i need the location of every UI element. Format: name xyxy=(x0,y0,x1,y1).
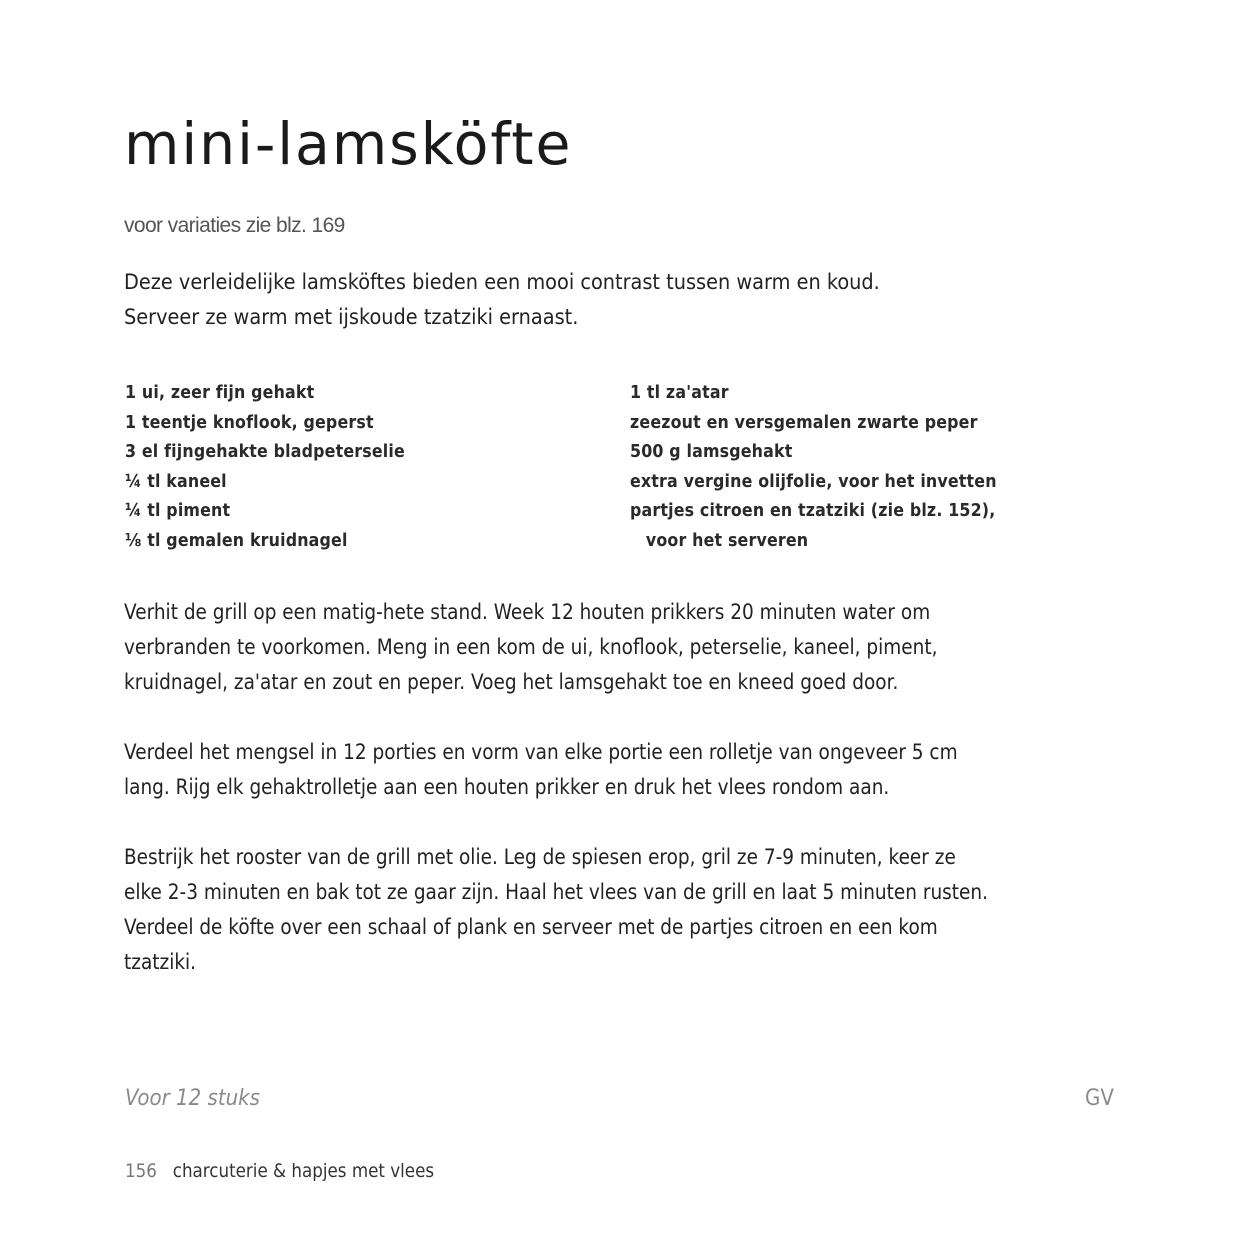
ingredients-list-left xyxy=(125,378,405,555)
section-title: charcuterie & hapjes met vlees xyxy=(172,1160,435,1182)
ingredient-item: 3 el fijngehakte bladpeterselie xyxy=(125,441,405,462)
recipe-yield: Voor 12 stuks xyxy=(125,1086,260,1111)
method-step-3 xyxy=(124,840,1092,980)
ingredient-item: 1 tl za'atar xyxy=(630,382,729,403)
method-step-2 xyxy=(124,735,1092,805)
ingredient-item: 500 g lamsgehakt xyxy=(630,441,793,462)
ingredient-item: ⅛ tl gemalen kruidnagel xyxy=(125,529,348,551)
ingredient-item: 1 teentje knoflook, geperst xyxy=(125,411,374,433)
method-line: Bestrijk het rooster van de grill met olie. Leg de spiesen erop, gril ze 7-9 minuten, keer ze xyxy=(124,845,956,869)
ingredient-item: ¼ tl kaneel xyxy=(125,470,227,492)
ingredient-item: ¼ tl piment xyxy=(125,500,231,521)
method-line: tzatziki. xyxy=(124,950,197,974)
method-line: Verhit de grill op een matig-hete stand. Week 12 houten prikkers 20 minuten water om xyxy=(124,600,931,624)
method-line: lang. Rijg elk gehaktrolletje aan een houten prikker en druk het vlees rondom aan. xyxy=(124,775,890,799)
recipe-intro xyxy=(124,265,952,335)
variations-note: voor variaties zie blz. 169 xyxy=(124,214,345,237)
intro-line: Deze verleidelijke lamsköftes bieden een mooi contrast tussen warm en koud. xyxy=(124,270,880,294)
diet-badge: GV xyxy=(1085,1086,1114,1111)
method-line: verbranden te voorkomen. Meng in een kom de ui, knoflook, peterselie, kaneel, piment, xyxy=(124,635,938,659)
ingredients-list-right xyxy=(630,378,997,555)
method-line: elke 2-3 minuten en bak tot ze gaar zijn. Haal het vlees van de grill en laat 5 minuten rusten. xyxy=(124,880,988,904)
ingredient-item-continuation: voor het serveren xyxy=(645,529,809,551)
ingredient-item: zeezout en versgemalen zwarte peper xyxy=(630,411,978,433)
method-line: Verdeel het mengsel in 12 porties en vorm van elke portie een rolletje van ongeveer 5 cm xyxy=(124,740,958,764)
recipe-title: mini-lamsköfte xyxy=(124,110,573,178)
ingredient-item: 1 ui, zeer fijn gehakt xyxy=(125,382,315,403)
method-line: Verdeel de köfte over een schaal of plank en serveer met de partjes citroen en een kom xyxy=(124,915,938,939)
page-number: 156 xyxy=(125,1160,157,1182)
page-footer xyxy=(125,1160,434,1182)
method-step-1 xyxy=(124,595,1092,700)
intro-line: Serveer ze warm met ijskoude tzatziki ernaast. xyxy=(124,305,579,329)
method-line: kruidnagel, za'atar en zout en peper. Voeg het lamsgehakt toe en kneed goed door. xyxy=(124,670,899,694)
ingredient-item: extra vergine olijfolie, voor het invetten xyxy=(630,470,997,492)
ingredient-item: partjes citroen en tzatziki (zie blz. 152), xyxy=(630,500,996,521)
